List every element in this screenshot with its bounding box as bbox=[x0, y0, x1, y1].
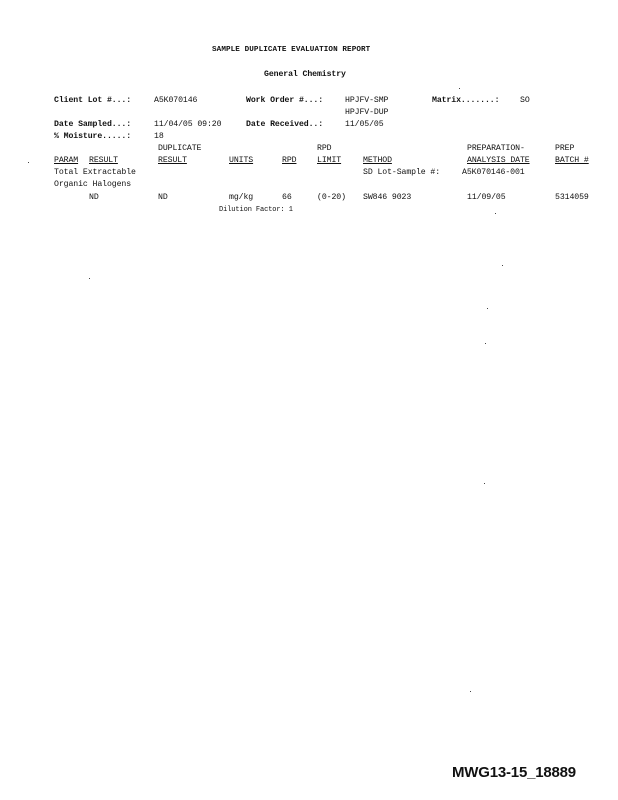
limit-value: (0-20) bbox=[317, 193, 346, 202]
result-value: ND bbox=[89, 193, 99, 202]
col-limit: LIMIT bbox=[317, 156, 342, 165]
col-rpd: RPD bbox=[282, 156, 297, 165]
col-result: RESULT bbox=[89, 156, 118, 165]
col-method: METHOD bbox=[363, 156, 392, 165]
date-sampled-value: 11/04/05 09:20 bbox=[154, 120, 222, 129]
col-analysis-date: ANALYSIS DATE bbox=[467, 156, 530, 165]
scan-speck bbox=[459, 88, 460, 89]
col-rpd-top: RPD bbox=[317, 144, 332, 153]
duplicate-result-value: ND bbox=[158, 193, 168, 202]
dilution-factor: Dilution Factor: 1 bbox=[219, 206, 293, 214]
scan-speck bbox=[485, 343, 486, 344]
document-id: MWG13-15_18889 bbox=[452, 764, 576, 781]
work-order-value-smp: HPJFV-SMP bbox=[345, 96, 389, 105]
col-duplicate-top: DUPLICATE bbox=[158, 144, 202, 153]
scan-speck bbox=[502, 265, 503, 266]
work-order-label: Work Order #...: bbox=[246, 96, 324, 105]
col-param: PARAM bbox=[54, 156, 79, 165]
report-title: SAMPLE DUPLICATE EVALUATION REPORT bbox=[212, 46, 371, 54]
col-units: UNITS bbox=[229, 156, 254, 165]
scan-speck bbox=[487, 308, 488, 309]
rpd-value: 66 bbox=[282, 193, 292, 202]
col-preparation-top: PREPARATION- bbox=[467, 144, 525, 153]
sd-lot-label: SD Lot-Sample #: bbox=[363, 168, 441, 177]
param-name-line-1: Total Extractable bbox=[54, 168, 136, 177]
scan-speck bbox=[28, 162, 29, 163]
param-name-line-2: Organic Halogens bbox=[54, 180, 132, 189]
matrix-value: SO bbox=[520, 96, 530, 105]
client-lot-value: A5K070146 bbox=[154, 96, 198, 105]
date-received-value: 11/05/05 bbox=[345, 120, 384, 129]
sd-lot-value: A5K070146-001 bbox=[462, 168, 525, 177]
method-value: SW846 9023 bbox=[363, 193, 412, 202]
units-value: mg/kg bbox=[229, 193, 254, 202]
scan-speck bbox=[470, 691, 471, 692]
scan-speck bbox=[89, 278, 90, 279]
scan-speck bbox=[484, 483, 485, 484]
matrix-label: Matrix.......: bbox=[432, 96, 500, 105]
analysis-date-value: 11/09/05 bbox=[467, 193, 506, 202]
batch-value: 5314059 bbox=[555, 193, 589, 202]
col-batch: BATCH # bbox=[555, 156, 589, 165]
work-order-value-dup: HPJFV-DUP bbox=[345, 108, 389, 117]
client-lot-label: Client Lot #...: bbox=[54, 96, 132, 105]
col-duplicate-result: RESULT bbox=[158, 156, 187, 165]
date-received-label: Date Received..: bbox=[246, 120, 324, 129]
col-prep-top: PREP bbox=[555, 144, 575, 153]
date-sampled-label: Date Sampled...: bbox=[54, 120, 132, 129]
scan-speck bbox=[495, 213, 496, 214]
moisture-label: % Moisture.....: bbox=[54, 132, 132, 141]
moisture-value: 18 bbox=[154, 132, 164, 141]
report-subtitle: General Chemistry bbox=[264, 70, 346, 79]
